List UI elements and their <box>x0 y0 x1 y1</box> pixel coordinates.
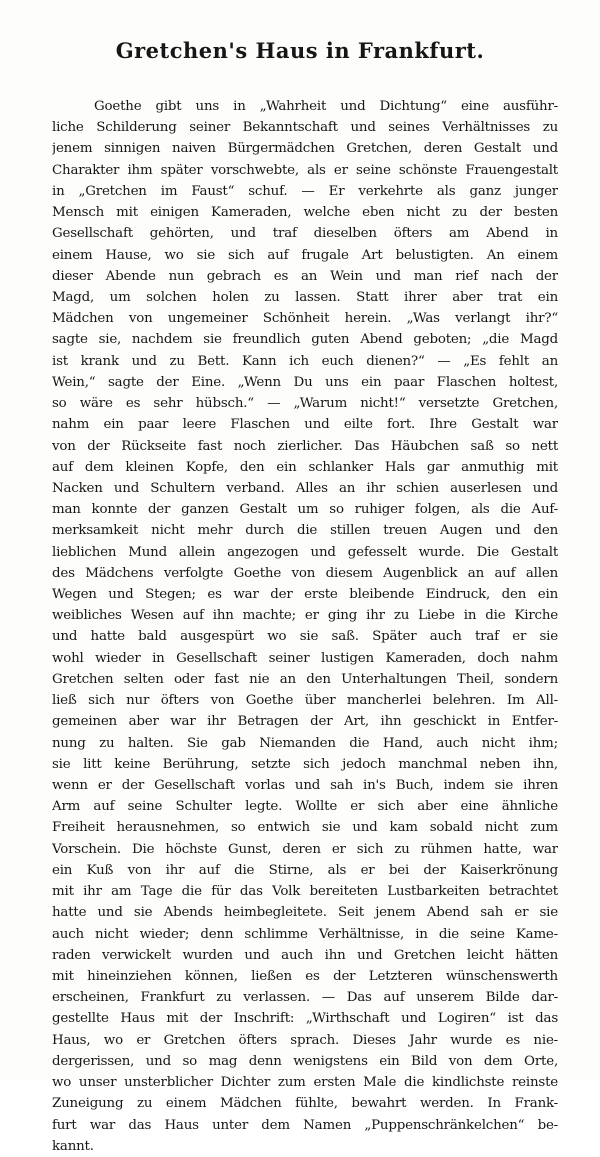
text-line: erscheinen, Frankfurt zu verlassen. — Das auf unserem Bilde dar- <box>52 990 558 1006</box>
text-line: auch nicht wieder; denn schlimme Verhältnisse, in die seine Kame- <box>52 926 558 942</box>
text-line: von der Rückseite fast noch zierlicher. Das Häubchen saß so nett <box>52 438 558 454</box>
text-line: liche Schilderung seiner Bekanntschaft und seines Verhältnisses zu <box>52 120 558 136</box>
text-line: Wegen und Stegen; es war der erste bleibende Eindruck, den ein <box>52 587 558 603</box>
text-line: hatte und sie Abends heimbegleitete. Seit jenem Abend sah er sie <box>52 905 558 921</box>
text-line: Goethe gibt uns in „Wahrheit und Dichtung“ eine ausführ- <box>94 99 558 114</box>
text-line: Mensch mit einigen Kameraden, welche eben nicht zu der besten <box>52 205 558 221</box>
text-line: so wäre es sehr hübsch.“ — „Warum nicht!“ versetzte Gretchen, <box>52 396 558 412</box>
text-line: Nacken und Schultern verband. Alles an ihr schien auserlesen und <box>52 480 558 496</box>
text-line: Gesellschaft gehörten, und traf dieselben öfters am Abend in <box>52 226 558 242</box>
text-line: dieser Abende nun gebrach es an Wein und man rief nach der <box>52 268 558 284</box>
text-line: wohl wieder in Gesellschaft seiner lustigen Kameraden, doch nahm <box>52 650 558 666</box>
text-line: und hatte bald ausgespürt wo sie saß. Später auch traf er sie <box>52 629 558 645</box>
article-title: Gretchen's Haus in Frankfurt. <box>115 38 485 63</box>
text-line: Freiheit herausnehmen, so entwich sie und kam sobald nicht zum <box>52 820 558 836</box>
text-line: furt war das Haus unter dem Namen „Puppenschränkelchen“ be- <box>52 1117 558 1133</box>
text-line: Magd, um solchen holen zu lassen. Statt ihrer aber trat ein <box>52 289 558 305</box>
text-line: Zuneigung zu einem Mädchen fühlte, bewahrt werden. In Frank- <box>52 1096 558 1112</box>
text-line: Haus, wo er Gretchen öfters sprach. Dieses Jahr wurde es nie- <box>52 1032 558 1048</box>
text-line: lieblichen Mund allein angezogen und gefesselt wurde. Die Gestalt <box>52 544 558 560</box>
text-line: einem Hause, wo sie sich auf frugale Art belustigten. An einem <box>52 247 558 263</box>
text-line: mit ihr am Tage die für das Volk bereiteten Lustbarkeiten betrachtet <box>52 884 558 900</box>
text-line: Gretchen selten oder fast nie an den Unterhaltungen Theil, sondern <box>52 671 558 687</box>
text-line: nung zu halten. Sie gab Niemanden die Hand, auch nicht ihm; <box>52 735 558 751</box>
text-line: sagte sie, nachdem sie freundlich guten Abend geboten; „die Magd <box>52 332 558 348</box>
text-line: in „Gretchen im Faust“ schuf. — Er verkehrte als ganz junger <box>52 183 558 199</box>
text-line: ließ sich nur öfters von Goethe über mancherlei belehren. Im All- <box>52 693 558 709</box>
text-line: raden verwickelt wurden und auch ihn und Gretchen leicht hätten <box>52 947 558 963</box>
text-line: man konnte der ganzen Gestalt um so ruhiger folgen, als die Auf- <box>52 502 558 518</box>
text-line: gestellte Haus mit der Inschrift: „Wirthschaft und Logiren“ ist das <box>52 1011 558 1027</box>
text-line: Arm auf seine Schulter legte. Wollte er sich aber eine ähnliche <box>52 799 558 815</box>
text-line: des Mädchens verfolgte Goethe von diesem Augenblick an auf allen <box>52 565 558 581</box>
text-line: wo unser unsterblicher Dichter zum ersten Male die kindlichste reinste <box>52 1075 558 1091</box>
text-line: weibliches Wesen auf ihn machte; er ging ihr zu Liebe in die Kirche <box>52 608 558 624</box>
text-line: jenem sinnigen naiven Bürgermädchen Gretchen, deren Gestalt und <box>52 141 558 157</box>
text-line: Charakter ihm später vorschwebte, als er seine schönste Frauengestalt <box>52 162 558 178</box>
text-line: nahm ein paar leere Flaschen und eilte fort. Ihre Gestalt war <box>52 417 558 433</box>
text-line: sie litt keine Berührung, setzte sich jedoch manchmal neben ihn, <box>52 756 558 772</box>
text-line: Vorschein. Die höchste Gunst, deren er sich zu rühmen hatte, war <box>52 841 558 857</box>
text-line: kannt. <box>52 1138 94 1154</box>
text-line: gemeinen aber war ihr Betragen der Art, ihn geschickt in Entfer- <box>52 714 558 730</box>
text-line: ein Kuß von ihr auf die Stirne, als er bei der Kaiserkrönung <box>52 862 558 878</box>
text-line: Wein,“ sagte der Eine. „Wenn Du uns ein paar Flaschen holtest, <box>52 374 558 390</box>
text-line: auf dem kleinen Kopfe, den ein schlanker Hals gar anmuthig mit <box>52 459 558 475</box>
text-line: merksamkeit nicht mehr durch die stillen treuen Augen und den <box>52 523 558 539</box>
text-line: mit hineinziehen können, ließen es der Letzteren wünschenswerth <box>52 968 558 984</box>
text-line: ist krank und zu Bett. Kann ich euch dienen?“ — „Es fehlt an <box>52 353 558 369</box>
text-line: dergerissen, und so mag denn wenigstens ein Bild von dem Orte, <box>52 1053 558 1069</box>
article-body <box>52 96 558 1157</box>
text-line: Mädchen von ungemeiner Schönheit herein. „Was verlangt ihr?“ <box>52 311 558 327</box>
text-line: wenn er der Gesellschaft vorlas und sah in's Buch, indem sie ihren <box>52 778 558 793</box>
